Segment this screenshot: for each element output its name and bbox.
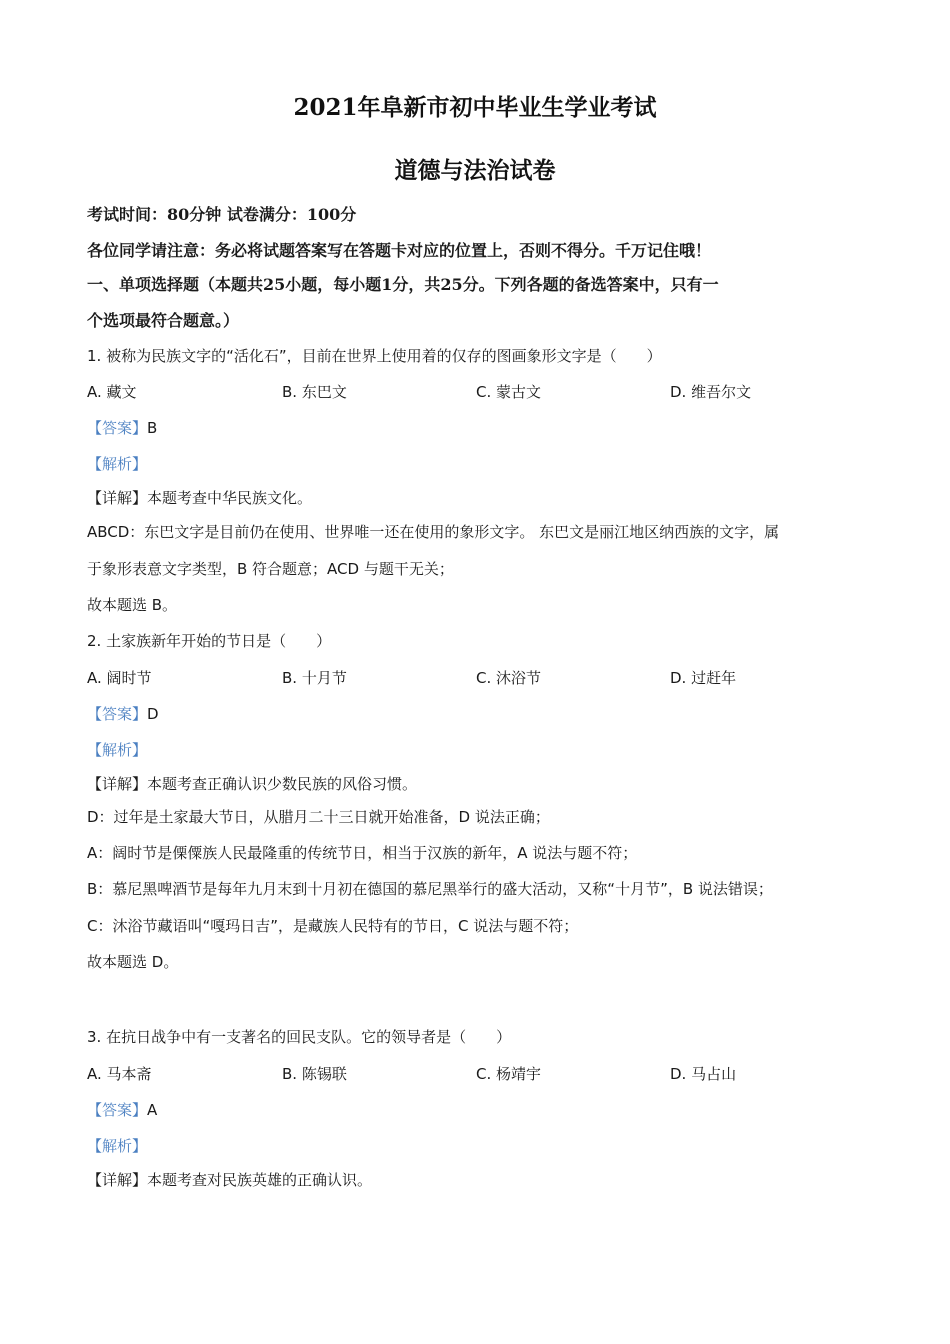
q1-analysis-label: 【解析】 bbox=[87, 455, 148, 473]
q1-option-c: C. 蒙古文 bbox=[476, 383, 542, 401]
q2-option-d: D. 过赶年 bbox=[670, 669, 737, 687]
detail-label: 【详解】 bbox=[87, 489, 148, 507]
q1-explanation-line: ABCD：东巴文字是目前仍在使用、世界唯一还在使用的象形文字。 东巴文是丽江地区纳西族的文字，属 bbox=[87, 523, 780, 541]
q1-option-b: B. 东巴文 bbox=[282, 383, 347, 401]
exam-title: 2021年阜新市初中毕业生学业考试 bbox=[293, 94, 657, 121]
q1-conclusion: 故本题选 B。 bbox=[87, 596, 178, 614]
q3-option-b: B. 陈锡联 bbox=[282, 1065, 347, 1083]
q3-detail bbox=[87, 1169, 867, 1191]
q1-answer-value: B bbox=[147, 419, 158, 437]
q1-stem: 1. 被称为民族文字的“活化石”，目前在世界上使用着的仅存的图画象形文字是（ ） bbox=[87, 347, 662, 365]
q3-detail-text: 本题考查对民族英雄的正确认识。 bbox=[147, 1171, 373, 1189]
q1-detail bbox=[87, 487, 867, 509]
q2-detail bbox=[87, 773, 867, 795]
q2-explanation-line: C：沐浴节藏语叫“嘎玛日吉”，是藏族人民特有的节日，C 说法与题不符； bbox=[87, 917, 579, 935]
answer-label: 【答案】 bbox=[87, 419, 148, 437]
detail-label: 【详解】 bbox=[87, 775, 148, 793]
q2-explanation-line: D：过年是土家最大节日，从腊月二十三日就开始准备，D 说法正确； bbox=[87, 808, 550, 826]
exam-subtitle: 道德与法治试卷 bbox=[394, 157, 556, 184]
exam-notice: 各位同学请注意：务必将试题答案写在答题卡对应的位置上，否则不得分。千万记住哦！ bbox=[87, 241, 712, 260]
q2-explanation-line: B：慕尼黑啤酒节是每年九月末到十月初在德国的慕尼黑举行的盛大活动，又称“十月节”，B 说法错误； bbox=[87, 880, 773, 898]
q2-option-b: B. 十月节 bbox=[282, 669, 347, 687]
q1-detail-text: 本题考查中华民族文化。 bbox=[147, 489, 313, 507]
q2-answer-value: D bbox=[147, 705, 159, 723]
q3-option-a: A. 马本斋 bbox=[87, 1065, 152, 1083]
answer-label: 【答案】 bbox=[87, 1101, 148, 1119]
q2-option-c: C. 沐浴节 bbox=[476, 669, 542, 687]
q2-answer bbox=[87, 703, 867, 725]
q1-option-d: D. 维吾尔文 bbox=[670, 383, 752, 401]
q3-option-d: D. 马占山 bbox=[670, 1065, 737, 1083]
q3-stem: 3. 在抗日战争中有一支著名的回民支队。它的领导者是（ ） bbox=[87, 1028, 512, 1046]
section-heading-line1: 一、单项选择题（本题共25小题，每小题1分，共25分。下列各题的备选答案中，只有一 bbox=[87, 275, 719, 294]
q2-stem: 2. 土家族新年开始的节日是（ ） bbox=[87, 632, 332, 650]
q1-answer bbox=[87, 417, 867, 439]
q2-option-a: A. 阔时节 bbox=[87, 669, 152, 687]
answer-label: 【答案】 bbox=[87, 705, 148, 723]
q3-answer bbox=[87, 1099, 867, 1121]
q1-option-a: A. 藏文 bbox=[87, 383, 137, 401]
q1-explanation-line: 于象形表意文字类型，B 符合题意；ACD 与题干无关； bbox=[87, 560, 454, 578]
q2-conclusion: 故本题选 D。 bbox=[87, 953, 179, 971]
q3-answer-value: A bbox=[147, 1101, 158, 1119]
detail-label: 【详解】 bbox=[87, 1171, 148, 1189]
q3-option-c: C. 杨靖宇 bbox=[476, 1065, 542, 1083]
q2-detail-text: 本题考查正确认识少数民族的风俗习惯。 bbox=[147, 775, 418, 793]
exam-time-line: 考试时间：80分钟 试卷满分：100分 bbox=[87, 205, 357, 224]
section-heading-line2: 个选项最符合题意。） bbox=[87, 311, 240, 330]
q2-analysis-label: 【解析】 bbox=[87, 741, 148, 759]
q3-analysis-label: 【解析】 bbox=[87, 1137, 148, 1155]
q2-explanation-line: A：阔时节是傈僳族人民最隆重的传统节日，相当于汉族的新年，A 说法与题不符； bbox=[87, 844, 638, 862]
